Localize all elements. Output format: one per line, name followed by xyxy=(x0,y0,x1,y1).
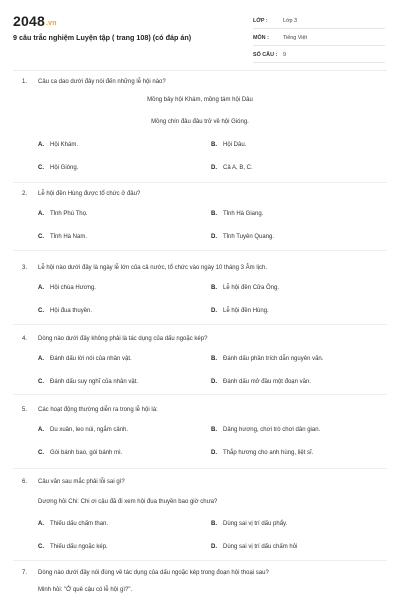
option-text: Cả A, B, C. xyxy=(223,165,253,171)
option-letter: B. xyxy=(211,142,217,148)
option-c[interactable] xyxy=(38,234,87,240)
option-b[interactable] xyxy=(211,142,246,148)
option-c[interactable] xyxy=(38,544,108,550)
question-separator xyxy=(13,182,387,183)
question-stem xyxy=(0,76,400,89)
option-c[interactable] xyxy=(38,308,92,314)
option-text: Du xuân, leo núi, ngắm cảnh. xyxy=(50,427,129,433)
question-separator xyxy=(13,468,387,469)
question-text: Dòng nào dưới đây nói đúng về tác dụng của dấu ngoặc kép trong đoạn hội thoại sau? xyxy=(38,570,269,576)
question-separator xyxy=(13,250,387,251)
question-number: 7. xyxy=(22,570,28,576)
question-number: 5. xyxy=(22,407,28,413)
option-text: Dâng hương, chơi trò chơi dân gian. xyxy=(223,427,321,433)
question-text: Dòng nào dưới đây không phải là tác dụng của dấu ngoặc kép? xyxy=(38,336,208,342)
question-sentence: Minh hỏi: "Ở quê cậu có lễ hội gì?". xyxy=(38,587,133,593)
question-separator xyxy=(13,324,387,325)
option-letter: D. xyxy=(211,544,217,550)
question-sentence: Dương hỏi Chi: Chi ơi cậu đã đi xem hội đua thuyền bao giờ chưa? xyxy=(38,499,218,505)
option-d[interactable] xyxy=(211,450,313,456)
option-letter: B. xyxy=(211,211,217,217)
option-text: Đánh dấu lời nói của nhân vật. xyxy=(50,356,132,362)
option-b[interactable] xyxy=(211,211,263,217)
option-letter: B. xyxy=(211,427,217,433)
logo-suffix-text: .vn xyxy=(45,20,57,27)
question-stem xyxy=(0,567,400,580)
option-letter: A. xyxy=(38,356,44,362)
meta-row-grade xyxy=(253,15,385,29)
header-divider xyxy=(13,70,387,71)
option-letter: C. xyxy=(38,165,44,171)
page-header xyxy=(0,0,400,66)
option-a[interactable] xyxy=(38,211,88,217)
option-text: Hội Khám. xyxy=(50,142,79,148)
option-letter: B. xyxy=(211,356,217,362)
question-stem xyxy=(0,333,400,346)
option-text: Thiếu dấu ngoặc kép. xyxy=(50,544,108,550)
option-letter: A. xyxy=(38,521,44,527)
option-text: Tỉnh Phú Thọ. xyxy=(50,211,88,217)
question-number: 6. xyxy=(22,479,28,485)
option-text: Lễ hội đền Cửa Ông. xyxy=(223,285,280,291)
question-separator xyxy=(13,394,387,395)
option-c[interactable] xyxy=(38,379,138,385)
question-stem xyxy=(0,262,400,275)
option-letter: D. xyxy=(211,165,217,171)
option-text: Tỉnh Hà Nam. xyxy=(50,234,88,240)
option-text: Đánh dấu mở đầu một đoạn văn. xyxy=(223,379,311,385)
option-c[interactable] xyxy=(38,450,122,456)
question-number: 2. xyxy=(22,191,28,197)
logo-main-text: 2048 xyxy=(13,13,45,29)
option-text: Thiếu dấu chấm than. xyxy=(50,521,109,527)
option-d[interactable] xyxy=(211,544,297,550)
option-a[interactable] xyxy=(38,142,78,148)
meta-key: LỚP : xyxy=(253,18,268,24)
option-text: Đánh dấu suy nghĩ của nhân vật. xyxy=(50,379,139,385)
option-letter: D. xyxy=(211,234,217,240)
question-5 xyxy=(0,404,400,456)
option-a[interactable] xyxy=(38,521,108,527)
option-letter: C. xyxy=(38,308,44,314)
question-3 xyxy=(0,262,400,314)
option-text: Tỉnh Hà Giang. xyxy=(223,211,264,217)
quote-line: Mồng bảy hội Khám, mồng tám hội Dâu xyxy=(147,97,253,103)
option-letter: A. xyxy=(38,142,44,148)
option-text: Hội đua thuyền. xyxy=(50,308,93,314)
option-a[interactable] xyxy=(38,356,132,362)
option-text: Thắp hương cho anh hùng, liệt sĩ. xyxy=(223,450,314,456)
option-letter: D. xyxy=(211,379,217,385)
option-letter: A. xyxy=(38,427,44,433)
option-letter: A. xyxy=(38,285,44,291)
question-separator xyxy=(13,560,387,561)
question-2 xyxy=(0,188,400,240)
meta-row-subject xyxy=(253,32,385,46)
document-meta xyxy=(253,15,385,66)
question-text: Câu ca dao dưới đây nói đến những lễ hội nào? xyxy=(38,79,166,85)
option-d[interactable] xyxy=(211,308,269,314)
quote-line: Mồng chín đâu đâu trở về hội Gióng. xyxy=(151,119,249,125)
option-text: Lễ hội đền Hùng. xyxy=(223,308,269,314)
meta-key: SỐ CÂU : xyxy=(253,52,278,58)
option-b[interactable] xyxy=(211,521,287,527)
question-6 xyxy=(0,476,400,550)
question-number: 4. xyxy=(22,336,28,342)
option-d[interactable] xyxy=(211,165,253,171)
question-number: 1. xyxy=(22,79,28,85)
question-text: Lễ hội đền Hùng được tổ chức ở đâu? xyxy=(38,191,141,197)
option-text: Đánh dấu phần trích dẫn nguyên văn. xyxy=(223,356,324,362)
question-stem xyxy=(0,476,400,489)
question-text: Các hoạt động thường diễn ra trong lễ hội là: xyxy=(38,407,158,413)
option-c[interactable] xyxy=(38,165,78,171)
option-text: Tỉnh Tuyên Quang. xyxy=(223,234,275,240)
option-letter: B. xyxy=(211,285,217,291)
question-text: Câu văn sau mắc phải lỗi sai gì? xyxy=(38,479,125,485)
meta-value: Tiếng Việt xyxy=(283,35,307,41)
option-b[interactable] xyxy=(211,356,323,362)
option-text: Hội Gióng. xyxy=(50,165,79,171)
question-stem xyxy=(0,188,400,201)
option-text: Dùng sai vị trí dấu phẩy. xyxy=(223,521,288,527)
meta-row-count xyxy=(253,49,385,63)
option-a[interactable] xyxy=(38,427,128,433)
option-text: Dùng sai vị trí dấu chấm hỏi xyxy=(223,544,298,550)
meta-value: Lớp 3 xyxy=(283,18,298,24)
question-1 xyxy=(0,76,400,171)
option-d[interactable] xyxy=(211,379,311,385)
site-logo[interactable] xyxy=(13,13,57,29)
question-7 xyxy=(0,567,400,593)
question-4 xyxy=(0,333,400,385)
meta-key: MÔN : xyxy=(253,35,269,41)
meta-value: 9 xyxy=(283,52,286,58)
question-list xyxy=(0,76,400,600)
option-text: Gói bánh bao, gói bánh mì. xyxy=(50,450,123,456)
option-letter: B. xyxy=(211,521,217,527)
document-title: 9 câu trắc nghiệm Luyện tập ( trang 108) (có đáp án) xyxy=(13,33,192,42)
option-d[interactable] xyxy=(211,234,274,240)
option-letter: C. xyxy=(38,544,44,550)
option-letter: D. xyxy=(211,308,217,314)
option-letter: C. xyxy=(38,234,44,240)
option-letter: C. xyxy=(38,450,44,456)
question-stem xyxy=(0,404,400,417)
option-text: Hội Dâu. xyxy=(223,142,247,148)
option-a[interactable] xyxy=(38,285,96,291)
option-text: Hội chùa Hương. xyxy=(50,285,96,291)
question-text: Lễ hội nào dưới đây là ngày lễ lớn của cả nước, tổ chức vào ngày 10 tháng 3 Âm lịch. xyxy=(38,265,267,271)
option-letter: A. xyxy=(38,211,44,217)
option-letter: C. xyxy=(38,379,44,385)
option-letter: D. xyxy=(211,450,217,456)
option-b[interactable] xyxy=(211,427,320,433)
question-number: 3. xyxy=(22,265,28,271)
option-b[interactable] xyxy=(211,285,279,291)
